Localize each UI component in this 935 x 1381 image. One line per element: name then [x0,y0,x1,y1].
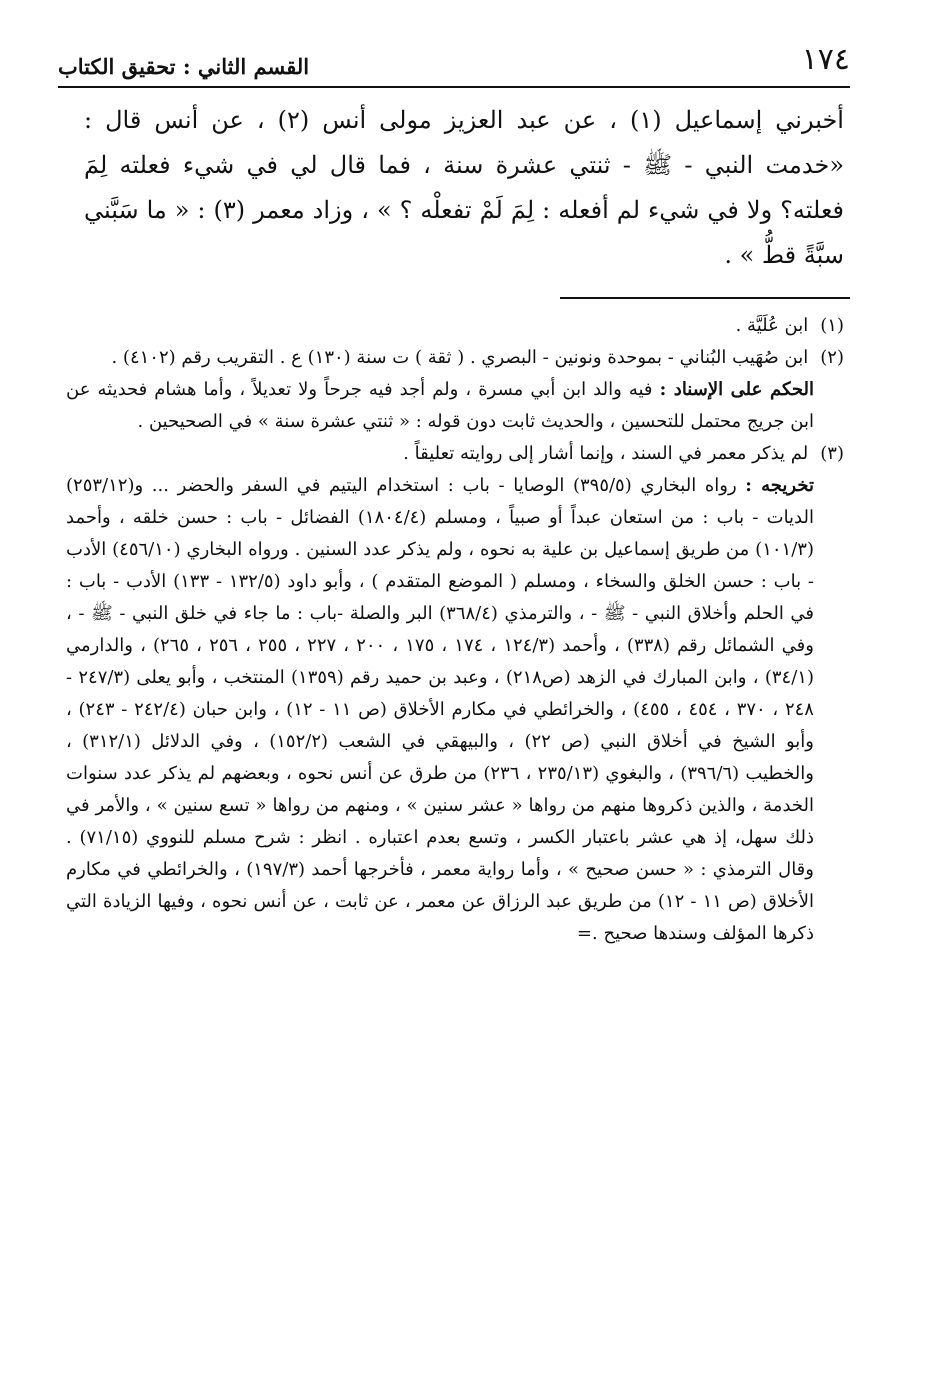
footnote-separator [560,297,850,299]
main-text [84,98,844,278]
footnote-3 [66,438,844,470]
takhrij-label: تخريجه : [745,475,814,496]
footnotes [66,310,844,950]
footnote-2 [66,342,844,374]
footnote-number: (٢) [820,347,844,368]
running-title: القسم الثاني : تحقيق الكتاب [58,54,310,79]
page-header [58,40,850,88]
footnote-number: (٣) [820,443,844,464]
page-number: ١٧٤ [801,42,850,77]
footnote-text: لم يذكر معمر في السند ، وإنما أشار إلى روايته تعليقاً . [403,443,809,464]
isnad-ruling [66,374,844,438]
footnote-number: (١) [820,315,844,336]
takhrij [66,470,844,950]
main-paragraph: أخبرني إسماعيل (١) ، عن عبد العزيز مولى أنس (٢) ، عن أنس قال : «خدمت النبي - ﷺ - ثنتي عشرة سنة ، فما قال لي في شيء فعلته لِمَ فعلته؟ ولا في شيء لم أفعله : لِمَ لَمْ تفعلْه ؟ » ، وزاد معمر (٣) : « ما سَبَّني سبَّةً قطُّ » . [84,106,845,269]
ruling-label: الحكم على الإسناد : [659,379,814,400]
footnote-1 [66,310,844,342]
takhrij-text: رواه البخاري (٣٩٥/٥) الوصايا - باب : استخدام اليتيم في السفر والحضر ... و(٢٥٣/١٢) الديات - باب : من استعان عبداً أو صبياً ، ومسلم (١٨٠٤/٤) الفضائل - باب : حسن خلقه ، وأحمد (١٠١/٣) من طريق إسماعيل بن علية به نحوه ، ولم يذكر عدد السنين . ورواه البخاري (٤٥٦/١٠) الأدب - باب : حسن الخلق والسخاء ، ومسلم ( الموضع المتقدم ) ، وأبو داود (١٣٢/٥ - ١٣٣) الأدب - باب : في الحلم وأخلاق النبي - ﷺ - ، والترمذي (٣٦٨/٤) البر والصلة -باب : ما جاء في خلق النبي - ﷺ - ، وفي الشمائل رقم (٣٣٨) ، وأحمد (١٢٤/٣ ، ١٧٤ ، ١٧٥ ، ٢٠٠ ، ٢٢٧ ، ٢٥٥ ، ٢٥٦ ، ٢٦٥) ، والدارمي (٣٤/١) ، وابن المبارك في الزهد (ص٢١٨) ، وعبد بن حميد رقم (١٣٥٩) المنتخب ، وأبو يعلى (٢٤٧/٣ - ٢٤٨ ، ٣٧٠ ، ٤٥٤ ، ٤٥٥) ، والخرائطي في مكارم الأخلاق (ص ١١ - ١٢) ، وابن حبان (٢٤٢/٤ - ٢٤٣) ، وأبو الشيخ في أخلاق النبي (ص ٢٢) ، والبيهقي في الشعب (١٥٢/٢) ، وفي الدلائل (٣١٢/١) ، والخطيب (٣٩٦/٦) ، والبغوي (٢٣٥/١٣ ، ٢٣٦) من طرق عن أنس نحوه ، وبعضهم لم يذكر عدد سنوات الخدمة ، والذين ذكروها منهم من رواها « عشر سنين » ، ومنهم من رواها « تسع سنين » ، والأمر في ذلك سهل، إذ هي عشر باعتبار الكسر ، وتسع بعدم اعتباره . انظر : شرح مسلم للنووي (٧١/١٥) . وقال الترمذي : « حسن صحيح » ، وأما رواية معمر ، فأخرجها أحمد (١٩٧/٣) ، والخرائطي في مكارم الأخلاق (ص ١١ - ١٢) من طريق عبد الرزاق عن معمر ، عن ثابت ، عن أنس نحوه ، وفيها الزيادة التي ذكرها المؤلف وسندها صحيح .= [66,475,815,944]
ruling-text: فيه والد ابن أبي مسرة ، ولم أجد فيه جرحاً ولا تعديلاً ، وأما هشام فحديثه عن ابن جريج محتمل للتحسين ، والحديث ثابت دون قوله : « ثنتي عشرة سنة » في الصحيحين . [66,379,814,432]
footnote-text: ابن عُلَيَّة . [735,315,809,336]
footnote-text: ابن صُهَيب البُناني - بموحدة ونونين - البصري . ( ثقة ) ت سنة (١٣٠) ع . التقريب رقم (٤١٠٢) . [111,347,809,368]
